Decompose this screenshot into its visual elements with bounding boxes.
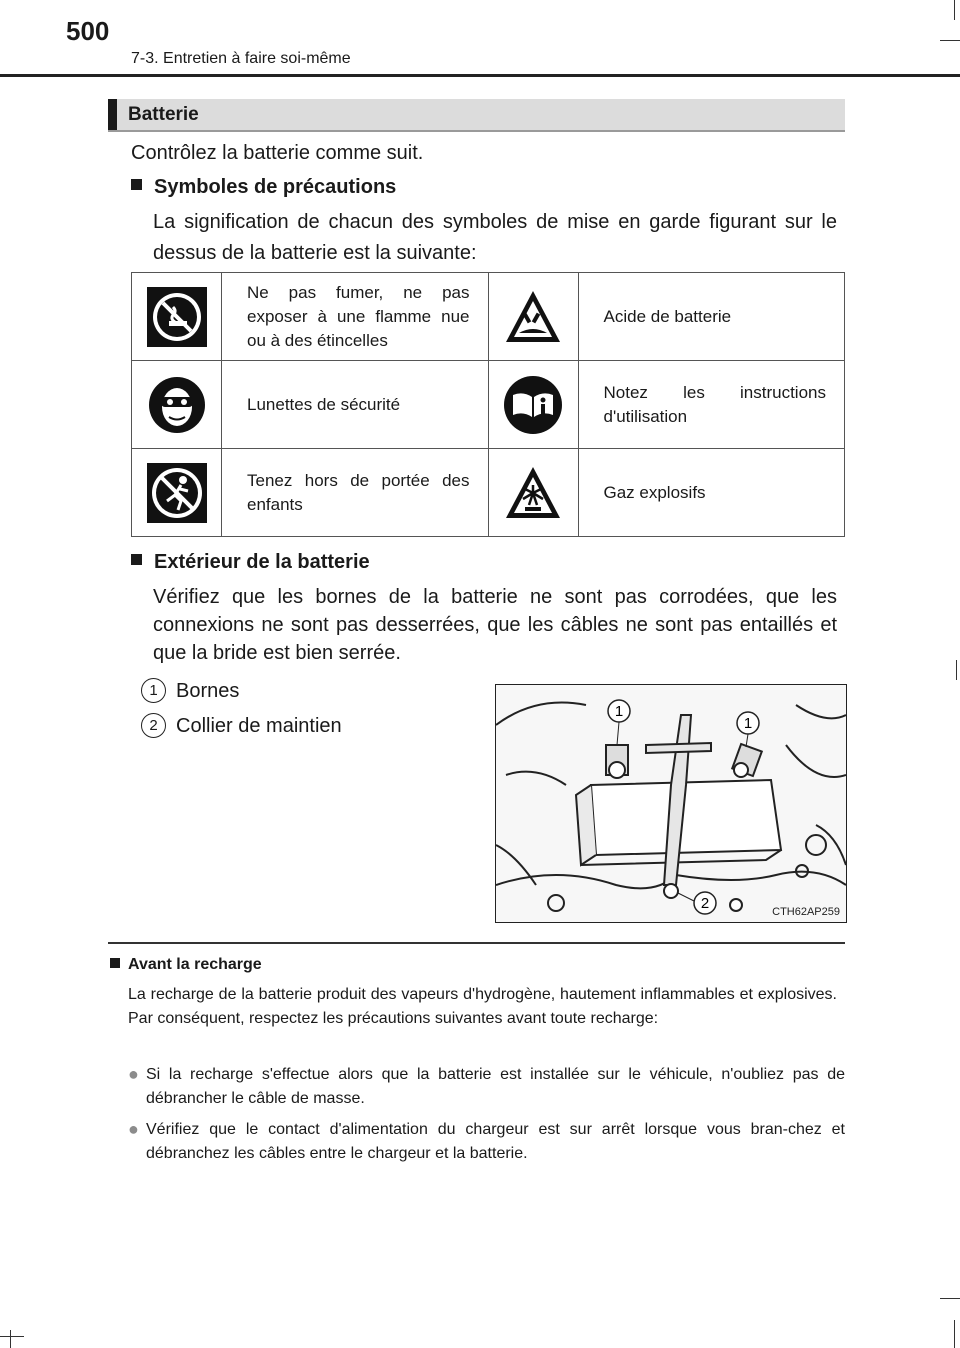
table-cell-icon [132, 361, 222, 449]
figure-callout: 2 [700, 895, 710, 912]
battery-acid-icon [503, 287, 563, 347]
warning-symbols-table [131, 272, 845, 537]
square-bullet-icon [131, 179, 142, 190]
section-marker [108, 99, 117, 130]
square-bullet-icon [110, 958, 120, 968]
explosive-gas-icon [503, 463, 563, 523]
table-cell-icon [488, 273, 578, 361]
legend-label: Bornes [176, 680, 240, 702]
figure-callout: 1 [614, 703, 624, 720]
round-bullet-icon: ● [128, 1119, 139, 1139]
no-smoking-icon [147, 287, 207, 347]
callout-1-icon: 1 [141, 678, 166, 703]
crop-mark [10, 1330, 11, 1348]
section-title: Batterie [128, 104, 199, 125]
safety-goggles-icon [147, 375, 207, 435]
symbols-description: La signification de chacun des symboles de mise en garde figurant sur le dessus de la batterie est la suivante: [153, 211, 837, 264]
figure-code: CTH62AP259 [772, 906, 840, 918]
table-cell-icon [488, 449, 578, 537]
battery-illustration [495, 684, 847, 923]
bullet-text: Vérifiez que le contact d'alimentation du chargeur est sur arrêt lorsque vous bran-chez et débranchez les câbles entre le chargeur et la batterie. [146, 1121, 845, 1162]
exterior-heading: Extérieur de la batterie [131, 551, 370, 574]
crop-mark [0, 1336, 24, 1337]
symbols-heading: Symboles de précautions [131, 176, 396, 199]
table-cell-icon [132, 449, 222, 537]
crop-mark [940, 40, 960, 41]
page-number: 500 [66, 16, 110, 46]
table-cell-text: Gaz explosifs [578, 449, 845, 537]
square-bullet-icon [131, 554, 142, 565]
read-instructions-icon [503, 375, 563, 435]
table-cell-text: Acide de batterie [578, 273, 845, 361]
crop-mark [954, 1320, 955, 1348]
note-paragraph: La recharge de la batterie produit des vapeurs d'hydrogène, hautement inflammables et explosives. Par conséquent, respectez les précautions suivantes avant toute recharge: [128, 986, 837, 1027]
figure-callout: 1 [743, 715, 753, 732]
table-cell-text: Notez les instructions d'utilisation [578, 361, 845, 449]
note-heading: Avant la recharge [110, 956, 262, 974]
crop-mark [940, 1298, 960, 1299]
table-cell-icon [488, 361, 578, 449]
table-cell-text: Ne pas fumer, ne pas exposer à une flamme nue ou à des étincelles [222, 273, 489, 361]
chapter-title: 7-3. Entretien à faire soi-même [131, 50, 351, 67]
legend-item [141, 713, 342, 738]
callout-2-icon: 2 [141, 713, 166, 738]
table-cell-icon [132, 273, 222, 361]
table-row [132, 361, 845, 449]
table-cell-text: Tenez hors de portée des enfants [222, 449, 489, 537]
bullet-text: Si la recharge s'effectue alors que la batterie est installée sur le véhicule, n'oubliez pas de débrancher le câble de masse. [146, 1066, 845, 1107]
crop-mark [956, 660, 957, 680]
note-bullet [128, 1063, 845, 1111]
keep-away-children-icon [147, 463, 207, 523]
legend-label: Collier de maintien [176, 715, 342, 737]
table-cell-text: Lunettes de sécurité [222, 361, 489, 449]
table-row [132, 449, 845, 537]
legend-item [141, 678, 239, 703]
note-bullet [128, 1118, 845, 1166]
table-row [132, 273, 845, 361]
battery-drawing [496, 685, 846, 922]
note-rule [108, 942, 845, 944]
round-bullet-icon: ● [128, 1064, 139, 1084]
intro-text: Contrôlez la batterie comme suit. [131, 142, 424, 164]
exterior-description: Vérifiez que les bornes de la batterie ne sont pas corrodées, que les connexions ne sont pas desserrées, que les câbles ne sont pas entaillés et que la bride est bien serrée. [153, 586, 837, 664]
section-title-bar [108, 99, 845, 132]
crop-mark [954, 0, 955, 20]
header-rule [0, 74, 960, 77]
